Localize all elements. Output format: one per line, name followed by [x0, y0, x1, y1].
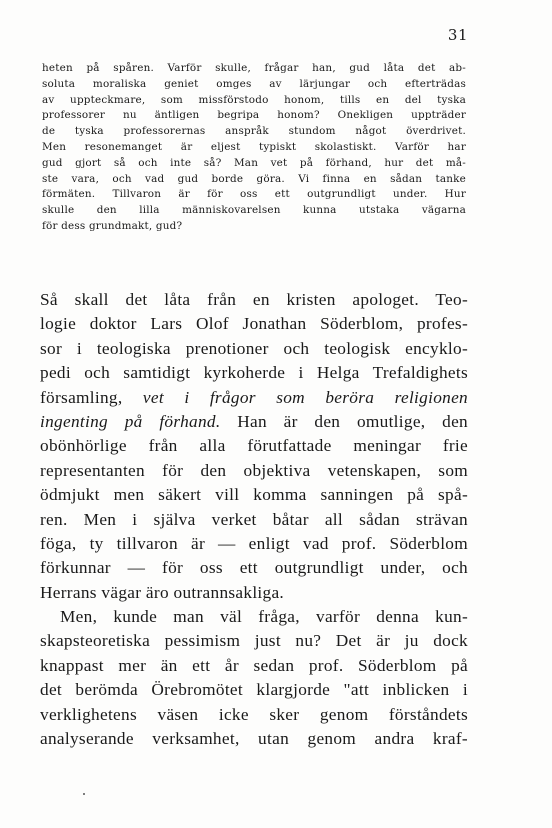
text-line	[40, 605, 468, 629]
text-line	[40, 434, 468, 458]
text-run: förkunnar — för oss ett outgrundligt under, och	[40, 558, 468, 578]
text-line	[40, 629, 468, 653]
page-number: 31	[447, 26, 468, 44]
text-line	[40, 483, 468, 507]
quote-line: soluta moraliska geniet omges av lärjungar och efterträdas	[42, 77, 466, 90]
text-run: församling,	[40, 387, 143, 407]
ink-speck	[83, 793, 85, 795]
quote-line: av uppteckmare, som missförstodo honom, tills en del tyska	[42, 93, 466, 106]
quote-line: professorer nu äntligen begripa honom? Onekligen uppträder	[42, 109, 466, 122]
quote-line: Men resonemanget är eljest typiskt skolastiskt. Varför har	[42, 140, 466, 153]
text-run: föga, ty tillvaron är — enligt vad prof. Söderblom	[40, 533, 468, 553]
text-run: Så skall det låta från en kristen apologet. Teo-	[40, 290, 468, 309]
text-line	[40, 727, 468, 751]
text-line	[40, 386, 468, 410]
text-line	[40, 703, 468, 727]
text-run: pedi och samtidigt kyrkoherde i Helga Trefaldighets	[40, 363, 468, 383]
text-line	[40, 654, 468, 678]
text-run: Herrans vägar äro outrannsakliga.	[40, 582, 285, 602]
text-run: knappast mer än ett år sedan prof. Söderblom på	[40, 655, 468, 675]
quote-line: skulle den lilla människovarelsen kunna utstaka vägarna	[42, 204, 466, 217]
text-line	[40, 337, 468, 361]
text-line	[40, 459, 468, 483]
text-line	[40, 556, 468, 580]
text-run: ödmjukt men säkert vill komma sanningen på spå-	[40, 485, 468, 505]
text-run: Men, kunde man väl fråga, varför denna kun-	[60, 607, 468, 627]
text-line	[40, 678, 468, 702]
text-run: obönhörlige från alla förutfattade meningar frie	[40, 436, 468, 456]
text-line	[40, 581, 468, 605]
text-line	[40, 508, 468, 532]
block-quote	[42, 61, 466, 235]
quote-line: de tyska professorernas anspråk stundom något överdrivet.	[42, 125, 466, 138]
text-line	[40, 288, 468, 312]
text-run: Han är den omutlige, den	[220, 411, 468, 431]
text-line	[40, 361, 468, 385]
body-text	[40, 288, 468, 751]
italic-text: ingenting på förhand.	[40, 411, 221, 431]
text-run: det berömda Örebromötet klargjorde "att inblicken i	[40, 680, 468, 700]
quote-line: ste vara, och vad gud borde göra. Vi finna en sådan tanke	[42, 172, 466, 185]
text-line	[40, 312, 468, 336]
text-run: verklighetens väsen icke sker genom förståndets	[40, 704, 468, 724]
text-run: skapsteoretiska pessimism just nu? Det är ju dock	[40, 631, 468, 651]
text-run: logie doktor Lars Olof Jonathan Söderblom, profes-	[40, 314, 468, 334]
quote-line: för dess grundmakt, gud?	[42, 219, 183, 232]
quote-line: förmäten. Tillvaron är för oss ett outgrundligt under. Hur	[42, 188, 466, 201]
text-run: sor i teologiska prenotioner och teologisk encyklo-	[40, 338, 468, 358]
text-line	[40, 532, 468, 556]
text-line	[40, 410, 468, 434]
quote-line: gud gjort så och inte så? Man vet på förhand, hur det må-	[42, 156, 466, 169]
italic-text: vet i frågor som beröra religionen	[142, 387, 468, 407]
text-run: analyserande verksamhet, utan genom andra kraf-	[40, 729, 468, 749]
text-run: representanten för den objektiva vetenskapen, som	[40, 460, 468, 480]
quote-line: heten på spåren. Varför skulle, frågar han, gud låta det ab-	[42, 62, 466, 74]
text-run: ren. Men i själva verket båtar all sådan strävan	[40, 509, 468, 529]
